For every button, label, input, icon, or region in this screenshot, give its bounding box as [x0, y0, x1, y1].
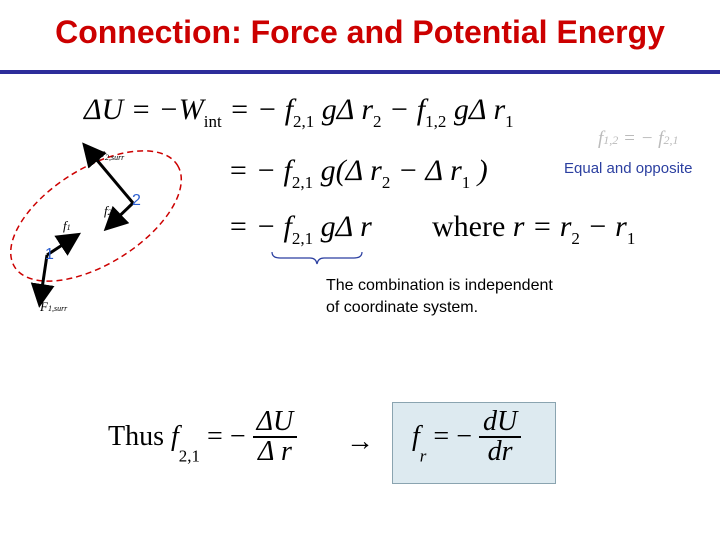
equal-opposite-label: Equal and opposite [564, 160, 693, 177]
label-f1-surr: F1,surr [40, 299, 68, 314]
arrow-f2-internal [108, 203, 133, 227]
equation-2: = − $f_{2,1}$ g(Δ $r_2 - \Delta$ $r_1$ ) [228, 154, 488, 192]
equal-opposite-formula: f1,2 = − f2,1 [598, 128, 679, 149]
label-f-left: f1 [63, 218, 71, 233]
implies-arrow: → [346, 426, 374, 457]
underbrace [270, 250, 364, 266]
equation-3: = − $f_{2,1}$ gΔ r [228, 210, 372, 248]
title-underline [0, 70, 720, 74]
slide-title: Connection: Force and Potential Energy [55, 14, 665, 50]
particle-1-label: 1 [45, 246, 54, 263]
equation-1: $\Delta U = -W_{int}$ = − $f_{2,1}$ gΔ $r_2 - f_{1,2}$ gΔ $r_1$ [84, 93, 514, 131]
thus-equation: Thus $f_{2,1}$ = − $\frac{\Delta U}{\text{Δ r}}$ [108, 408, 297, 466]
where-clause: where $r = r_2 - r_1$ [432, 210, 636, 248]
combination-note: The combination is independent of coordinate system. [326, 277, 553, 316]
label-f-right: f2 [104, 203, 112, 218]
label-f2-surr: F2,surr [97, 148, 125, 163]
boxed-equation: $f_r$ = − $\frac{dU}{dr}$ [412, 408, 521, 466]
particle-2-label: 2 [132, 192, 141, 209]
